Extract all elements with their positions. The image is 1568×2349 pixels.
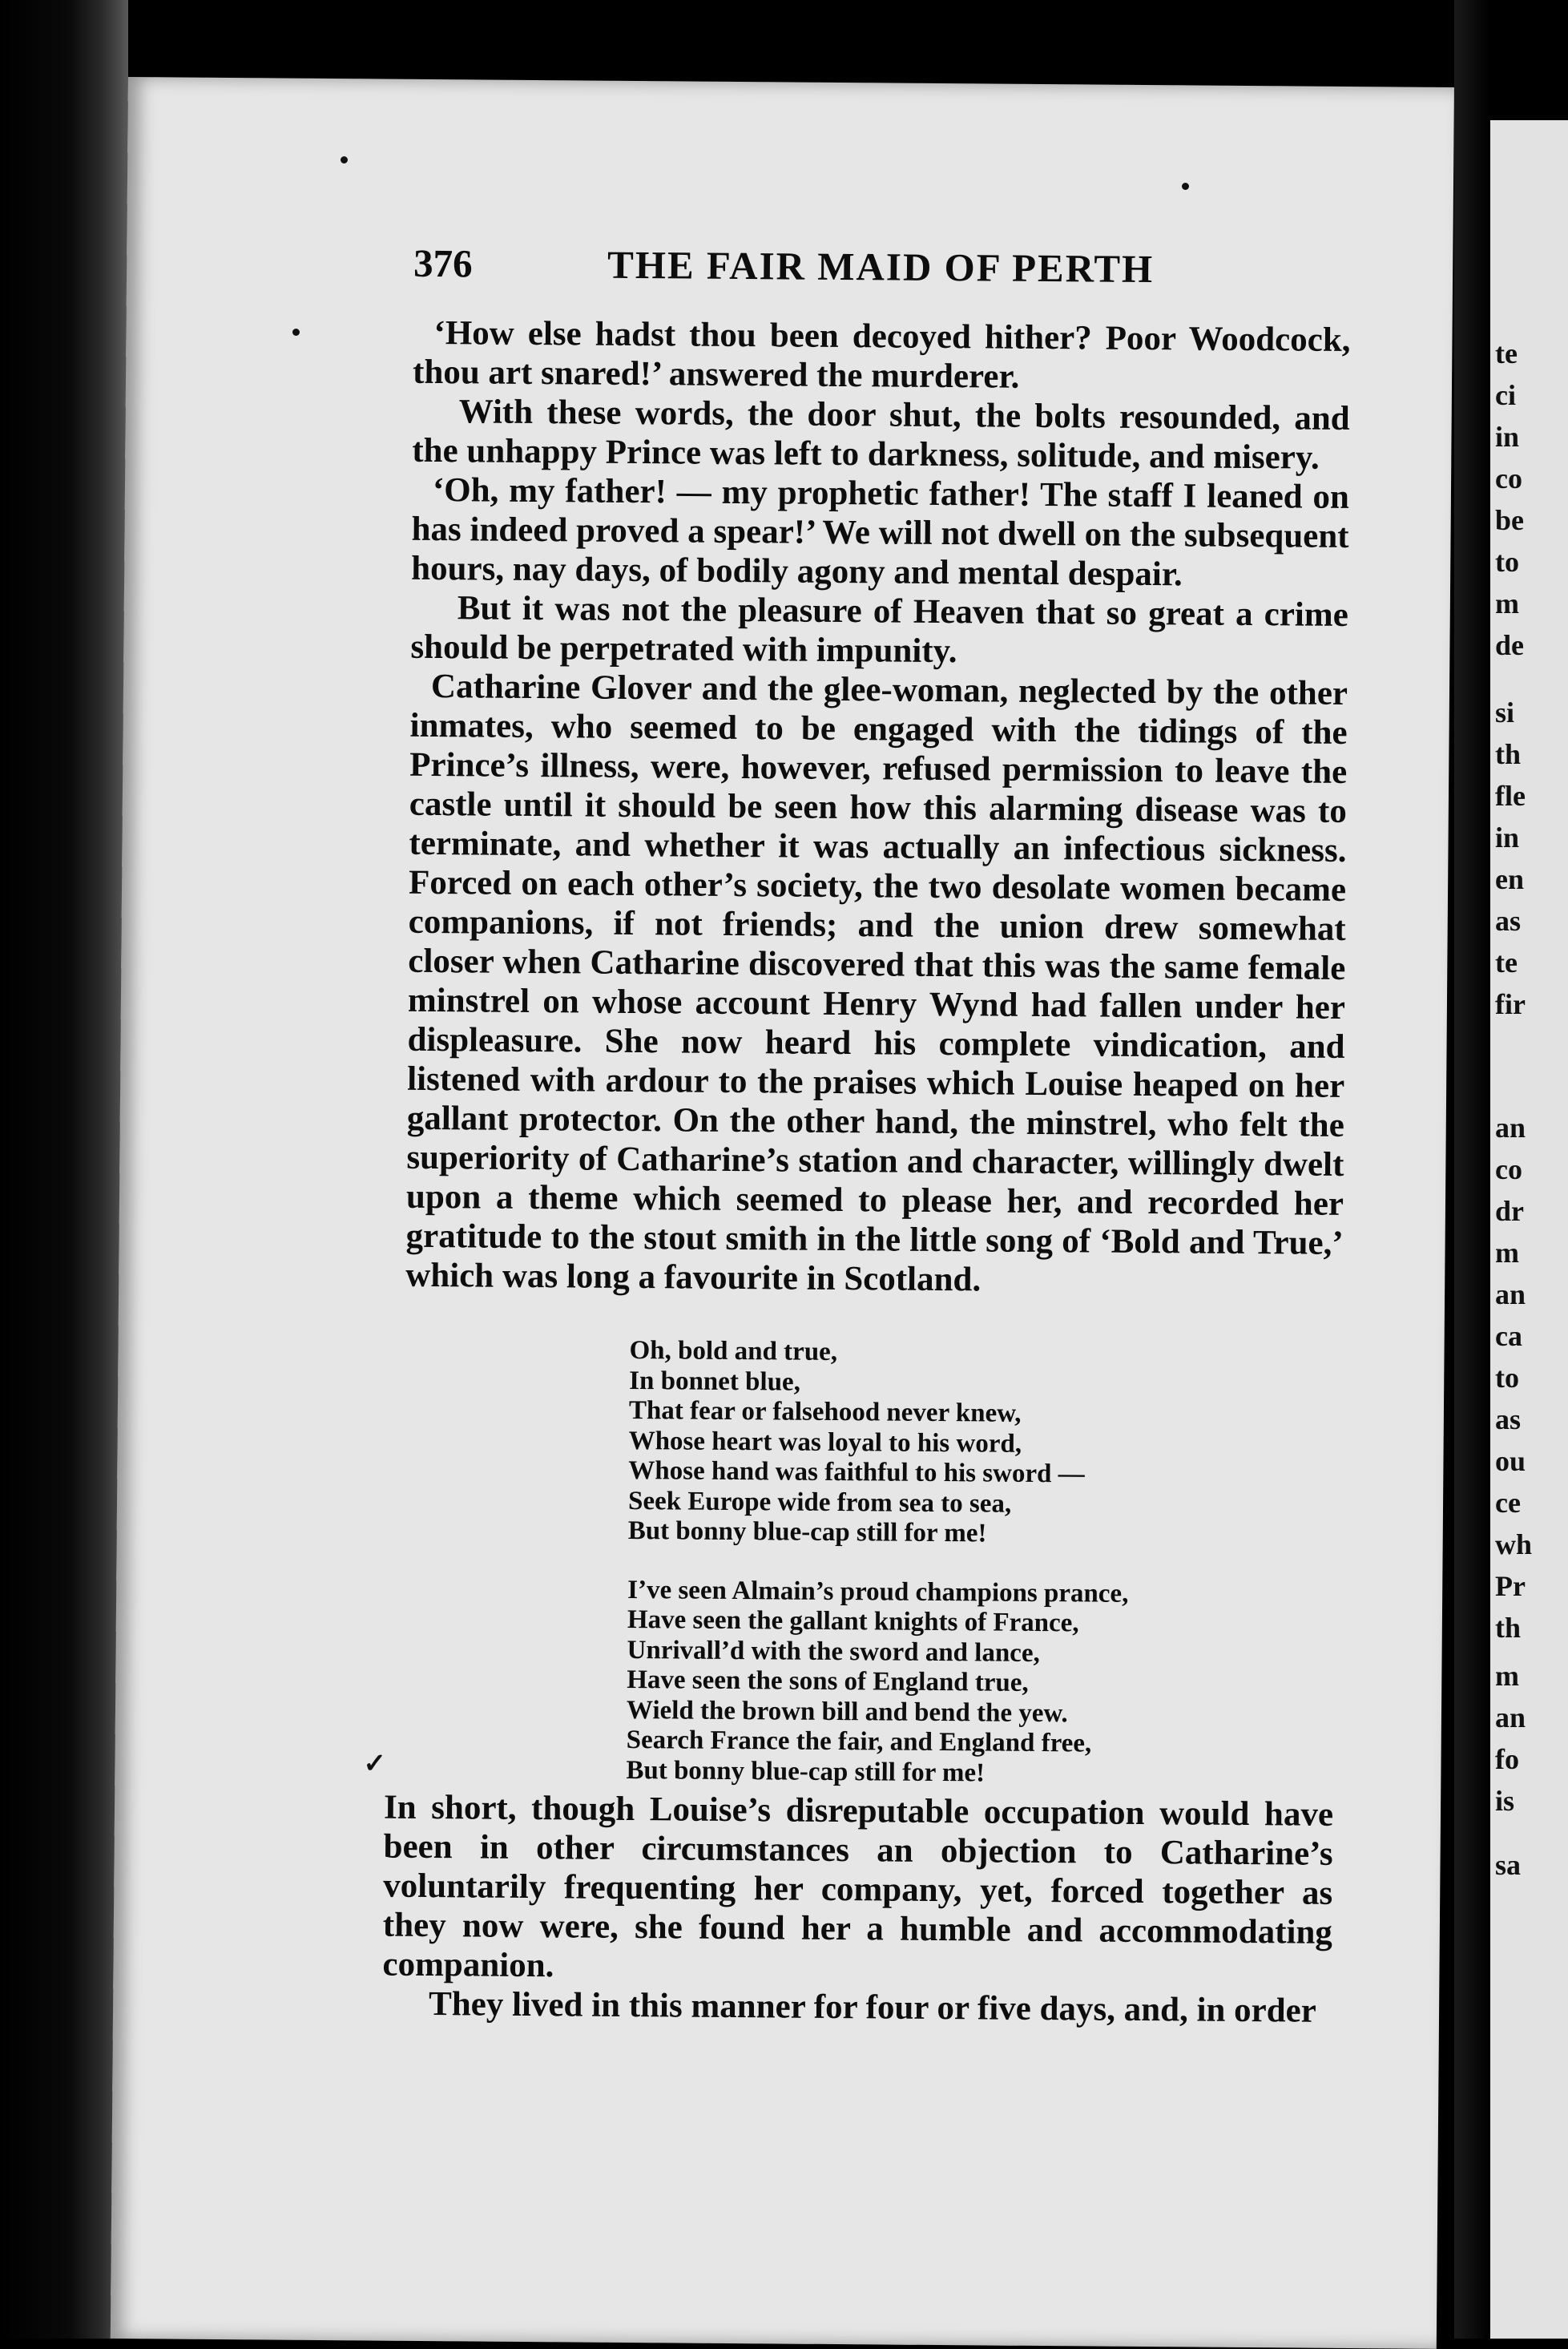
- paragraph: In short, though Louise’s disreputable occupation would have been in other circumstances an objection to Catharine’s voluntarily frequenting her company, yet, forced together as they now were, she found her a humble and accommodating companion.: [382, 1788, 1334, 1985]
- poem-line: In bonnet blue,: [629, 1366, 801, 1397]
- facing-page-fragment: Pr: [1495, 1570, 1526, 1602]
- poem-line: Have seen the gallant knights of France,: [627, 1604, 1079, 1638]
- facing-page-edge: [1490, 120, 1568, 2339]
- poem-line: Whose heart was loyal to his word,: [628, 1426, 1022, 1459]
- paragraph: With these words, the door shut, the bolts resounded, and the unhappy Prince was left to darkness, solitude, and misery.: [412, 393, 1350, 477]
- facing-page-fragment: an: [1495, 1701, 1526, 1733]
- poem-line: Whose hand was faithful to his sword —: [628, 1455, 1085, 1489]
- poem-line: But bonny blue-cap still for me!: [626, 1755, 986, 1787]
- page-header: [413, 240, 1351, 292]
- facing-page-fragment: ci: [1495, 379, 1516, 411]
- facing-page-fragment: th: [1495, 738, 1522, 770]
- facing-page-fragment: an: [1495, 1112, 1526, 1144]
- facing-page-fragment: ou: [1495, 1445, 1526, 1477]
- poem-line: Search France the fair, and England free,: [626, 1725, 1092, 1758]
- facing-page-fragment: si: [1495, 696, 1515, 729]
- paragraph: But it was not the pleasure of Heaven that so great a crime should be perpetrated with impunity.: [410, 589, 1348, 671]
- paragraph: ‘Oh, my father! — my prophetic father! The staff I leaned on has indeed proved a spear!’ We will not dwell on the subsequent hours, nay days, of bodily agony and mental despair.: [411, 471, 1350, 594]
- poem-line: I’ve seen Almain’s proud champions prance,: [627, 1575, 1129, 1608]
- poem-line: But bonny blue-cap still for me!: [627, 1516, 987, 1548]
- facing-page-fragment: te: [1495, 337, 1518, 369]
- facing-page-fragment: wh: [1495, 1528, 1533, 1560]
- facing-page-fragment: fo: [1495, 1743, 1519, 1775]
- facing-page-fragment: be: [1495, 504, 1524, 536]
- facing-page-fragment: to: [1495, 546, 1519, 578]
- facing-page-fragment: co: [1495, 1153, 1522, 1185]
- paragraph: Catharine Glover and the glee-woman, neglected by the other inmates, who seemed to be engaged with the tidings of the Prince’s illness, were, however, refused permission to leave the castle until it should be seen how this alarming disease was to terminate, and whether it was actually an infectious sickness. Forced on each other’s society, the two desolate women became companions, if not friends; and the union drew somewhat closer when Catharine discovered that this was the same female minstrel on whose account Henry Wynd had fallen under her displeasure. She now heard his complete vindication, and listened with ardour to the praises which Louise heaped on her gallant protector. On the other hand, the minstrel, who felt the superiority of Catharine’s station and character, willingly dwelt upon a theme which seemed to please her, and recorded her gratitude to the stout smith in the little song of ‘Bold and True,’ which was long a favourite in Scotland.: [405, 667, 1348, 1299]
- facing-page-fragment: ce: [1495, 1487, 1521, 1519]
- facing-page-fragment: m: [1495, 587, 1519, 620]
- body-text-continued: [382, 1788, 1333, 2031]
- body-text: [405, 313, 1351, 1302]
- book-edge-shadow: [0, 0, 128, 2339]
- facing-page-fragment: to: [1495, 1362, 1519, 1394]
- speck-mark: [292, 329, 300, 336]
- book-gutter: [1454, 0, 1490, 2339]
- paragraph: They lived in this manner for four or five days, and, in order: [428, 1985, 1317, 2030]
- facing-page-fragment: in: [1495, 821, 1520, 854]
- poem-line: Unrivall’d with the sword and lance,: [627, 1635, 1040, 1668]
- poem-line: That fear or falsehood never knew,: [628, 1395, 1022, 1428]
- paragraph: ‘How else hadst thou been decoyed hither? Poor Woodcock, thou art snared!’ answered the murderer.: [412, 314, 1351, 396]
- poem-stanza: [626, 1575, 1236, 1790]
- facing-page-fragment: an: [1495, 1278, 1526, 1310]
- facing-page-fragment: en: [1495, 863, 1524, 895]
- facing-page-fragment: as: [1495, 1403, 1522, 1435]
- facing-page-fragment: fle: [1495, 780, 1526, 812]
- facing-page-fragment: m: [1495, 1660, 1519, 1692]
- book-page: [111, 77, 1454, 2349]
- facing-page-fragment: te: [1495, 946, 1518, 979]
- speck-mark: [341, 156, 348, 163]
- running-title: THE FAIR MAID OF PERTH: [607, 242, 1155, 292]
- facing-page-fragment: de: [1495, 629, 1524, 661]
- poem: [626, 1336, 1239, 1819]
- page-number: 376: [413, 240, 473, 286]
- poem-line: Oh, bold and true,: [629, 1335, 838, 1366]
- speck-mark: [1182, 183, 1189, 190]
- poem-line: Seek Europe wide from sea to sea,: [627, 1486, 1012, 1519]
- facing-page-fragment: in: [1495, 421, 1520, 453]
- facing-page-fragment: co: [1495, 462, 1522, 494]
- facing-page-fragment: is: [1495, 1785, 1515, 1817]
- pencil-mark-icon: ✓: [363, 1749, 387, 1779]
- facing-page-fragment: ca: [1495, 1320, 1522, 1352]
- facing-page-fragment: as: [1495, 905, 1522, 937]
- facing-page-fragment: dr: [1495, 1195, 1524, 1227]
- poem-stanza: [628, 1336, 1239, 1551]
- facing-page-fragment: sa: [1495, 1849, 1522, 1881]
- facing-page-fragment: th: [1495, 1612, 1522, 1644]
- facing-page-fragment: fir: [1495, 988, 1526, 1020]
- poem-line: Wield the brown bill and bend the yew.: [626, 1695, 1068, 1728]
- facing-page-fragment: m: [1495, 1237, 1519, 1269]
- poem-line: Have seen the sons of England true,: [627, 1665, 1029, 1697]
